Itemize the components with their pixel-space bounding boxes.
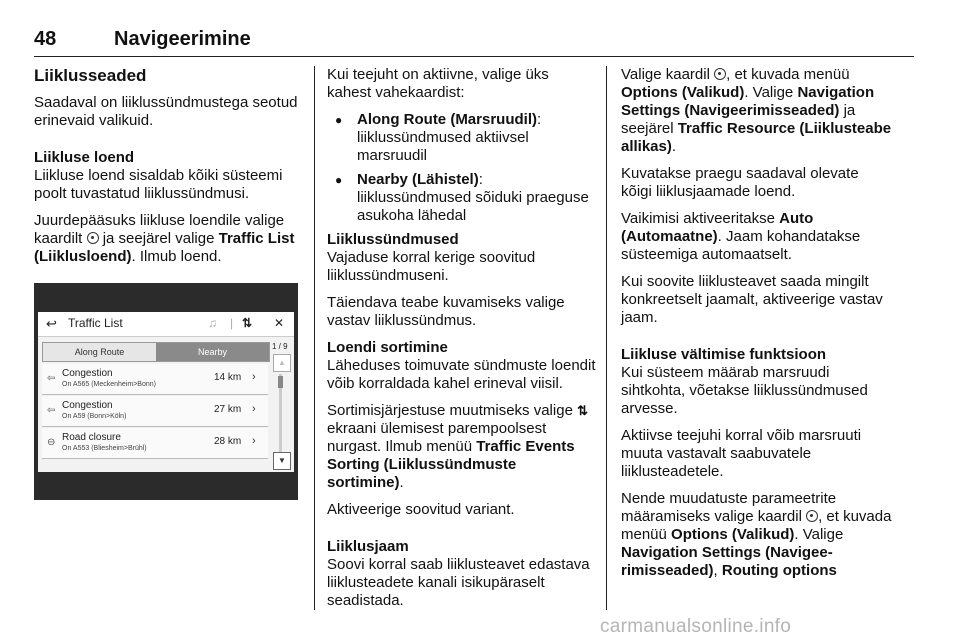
tab-nearby[interactable]: Nearby [156,343,269,361]
bullet-list [327,111,597,225]
section-heading: Liiklusseaded [34,66,147,85]
music-icon: ♫ [208,316,217,330]
chevron-right-icon: › [252,371,256,383]
paragraph: Aktiivse teejuhi korral võib marsruuti muuta vastavalt saabuvatele liiklusteadetele. [621,427,862,480]
paragraph: Aktiveerige soovitud variant. [327,501,515,518]
paragraph: Läheduses toimuvate sündmuste loendit võib korraldada kahel erineval viisil. [327,357,596,392]
sort-icon[interactable]: ⇅ [242,316,253,330]
intro-text: Saadaval on liiklussündmustega seotud erinevaid valikuid. [34,94,298,129]
traffic-event-icon: ⇦ [47,373,56,384]
road-closure-icon: ⊖ [47,437,56,448]
subheading-sorting: Loendi sortimine [327,339,448,356]
subheading-avoidance: Liikluse vältimise funktsioon [621,346,827,363]
close-icon[interactable]: ✕ [274,316,285,330]
column-2 [327,66,597,619]
paragraph: Soovi korral saab liiklusteavet edastava liiklusteadete kanali isikupäraselt seadistada. [327,556,590,609]
paragraph: Kui teejuht on aktiivne, valige üks kahest vahekaardist: [327,66,549,101]
page-title: Navigeerimine [114,28,251,50]
traffic-event-icon: ⇦ [47,405,56,416]
list-item[interactable]: ⇦ Congestion On A565 (Meckenheim>Bonn) 14 km › [42,364,268,395]
screen-title-bar: ↩ Traffic List ♫ | ⇅ ✕ [38,312,294,337]
subheading-events: Liiklussündmused [327,231,459,248]
multifunction-knob-icon [806,510,818,522]
paragraph: Vajaduse korral kerige soovitud liiklussündmuseni. [327,249,536,284]
page-number: 48 [34,28,57,50]
page-header [34,28,914,54]
paragraph: Nende muudatuste parameetrite määramiseks valige kaardil , et kuvada menüü Options (Valikud). Valige Navigation Settings (Navigee-rimisseaded), Routing options [621,490,892,579]
list-item: ● Nearby (Lähistel): liiklussündmused sõiduki praeguse asukoha lähedal [357,171,597,225]
list-item[interactable]: ⇦ Congestion On A59 (Bonn>Köln) 27 km › [42,396,268,427]
header-rule [34,56,914,57]
paragraph: Kuvatakse praegu saadaval olevate kõigi liiklusjaamade loend. [621,165,859,200]
back-icon[interactable]: ↩ [46,316,57,331]
screen-title: Traffic List [68,316,123,330]
paragraph: Kui süsteem määrab marsruudi sihtkohta, võetakse liiklussündmused arvesse. [621,364,868,417]
paragraph: Kui soovite liiklusteavet saada mingilt konkreetselt jaamalt, aktiveerige vastav jaam. [621,273,883,326]
multifunction-knob-icon [714,68,726,80]
list-item: ● Along Route (Marsruudil): liiklussündmused aktiivsel marsruudil [357,111,597,165]
scrollbar[interactable] [272,342,290,468]
display-screen [38,312,294,472]
tab-along-route[interactable]: Along Route [43,343,156,361]
paragraph: Valige kaardil , et kuvada menüü Options (Valikud). Valige Navigation Settings (Navigeerimisseaded) ja seejärel Traffic Resource (Liiklusteabe allikas). [621,66,892,155]
scroll-down-button[interactable]: ▼ [273,452,291,470]
column-1 [34,66,304,275]
paragraph: Sortimisjärjestuse muutmiseks valige ⇅ ekraani ülemisest parempoolsest nurgast. Ilmub menüü Traffic Events Sorting (Liiklussündmuste sortimine). [327,402,586,491]
sort-icon: ⇅ [577,403,586,418]
chevron-right-icon: › [252,403,256,415]
subheading-traffic-list: Liikluse loend [34,149,135,166]
paragraph: Vaikimisi aktiveeritakse Auto (Automaatne). Jaam kohandatakse süsteemiga automaatselt. [621,210,861,263]
paragraph: Täiendava teabe kuvamiseks valige vastav liiklussündmus. [327,294,565,329]
scroll-up-button[interactable]: ▲ [273,354,291,372]
watermark: carmanualsonline.info [600,616,792,637]
paragraph: Liikluse loend sisaldab kõiki süsteemi poolt tuvastatud liiklussündmusi. [34,167,283,202]
traffic-list-screenshot [34,283,298,500]
tab-bar [42,342,270,362]
scroll-thumb[interactable] [278,376,283,388]
chevron-right-icon: › [252,435,256,447]
list-item[interactable]: ⊖ Road closure On A553 (Bliesheim>Brühl) 28 km › [42,428,268,459]
multifunction-knob-icon [87,232,99,244]
column-divider-1 [314,66,315,610]
subheading-station: Liiklusjaam [327,538,409,555]
column-divider-2 [606,66,607,610]
page-indicator: 1 / 9 [272,342,288,351]
paragraph: Juurdepääsuks liikluse loendile valige kaardilt ja seejärel valige Traffic List (Liiklusloend). Ilmub loend. [34,212,295,265]
column-3 [621,66,893,589]
